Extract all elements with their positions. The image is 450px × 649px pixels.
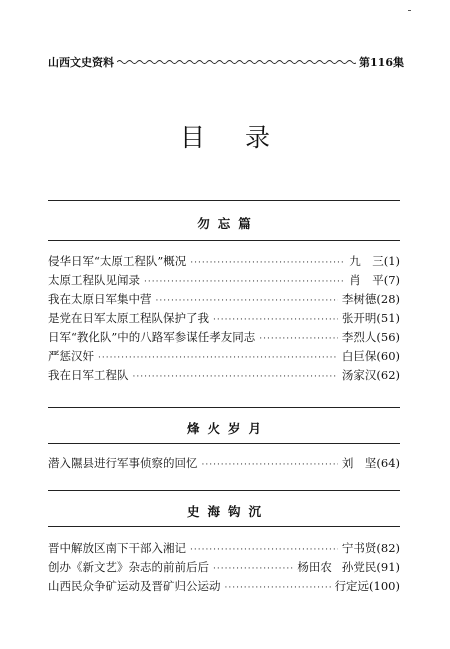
section-rule-top [48, 200, 400, 201]
dot-leader [190, 258, 345, 268]
section-title: 史海钩沉 [186, 504, 269, 519]
entry-coauthor: 杨田农 [297, 560, 332, 574]
entry-title: 潜入隰县进行军事侦察的回忆 [48, 456, 198, 470]
toc-entry[interactable] [48, 310, 400, 329]
toc-entry[interactable] [48, 253, 400, 272]
dot-leader [133, 372, 338, 382]
entry-author-page: 汤家汉(62) [341, 368, 400, 382]
section-rule-bottom [48, 443, 400, 444]
entry-title: 日军“教化队”中的八路军参谋任孝友同志 [48, 330, 256, 344]
toc-entry[interactable] [48, 559, 400, 578]
toc-entry[interactable] [48, 540, 400, 559]
entry-title: 是党在日军太原工程队保护了我 [48, 311, 209, 325]
section-rule-bottom [48, 240, 400, 241]
entry-title: 创办《新文艺》杂志的前前后后 [48, 560, 209, 574]
entry-author-page: 宁书贤(82) [341, 541, 400, 555]
entry-author-page: 刘 坚(64) [341, 456, 400, 470]
toc-entry[interactable] [48, 455, 400, 474]
entry-author-page: 行定远(100) [334, 579, 400, 593]
entry-title: 晋中解放区南下干部入湘记 [48, 541, 186, 555]
running-header [48, 54, 404, 70]
entry-list [48, 253, 400, 386]
dot-leader [225, 583, 331, 593]
entry-author-page: 孙党民(91) [341, 560, 400, 574]
entry-title: 我在日军工程队 [48, 368, 129, 382]
dot-leader [202, 460, 338, 470]
section-title: 勿忘篇 [197, 216, 259, 231]
entry-author-page: 李烈人(56) [341, 330, 400, 344]
header-series-title: 山西文史资料 [48, 56, 114, 69]
entry-list [48, 540, 400, 597]
section-rule-bottom [48, 526, 400, 527]
dot-leader [156, 296, 338, 306]
dot-leader [190, 545, 338, 555]
header-issue-number: 第116集 [359, 56, 404, 69]
dot-leader [98, 353, 338, 363]
toc-entry[interactable] [48, 348, 400, 367]
dot-leader [144, 277, 345, 287]
entry-author-page: 李树德(28) [341, 292, 400, 306]
entry-list [48, 455, 400, 474]
section-rule-top [48, 407, 400, 408]
toc-entry[interactable] [48, 291, 400, 310]
entry-author-page: 肖 平(7) [349, 273, 400, 287]
toc-entry[interactable] [48, 272, 400, 291]
entry-title: 严惩汉奸 [48, 349, 94, 363]
entry-author-page: 白巨保(60) [341, 349, 400, 363]
toc-title: 目录 [179, 123, 310, 152]
header-tilde-rule [117, 59, 356, 65]
section-title: 烽火岁月 [186, 421, 269, 436]
dot-leader [259, 334, 338, 344]
entry-author-page: 张开明(51) [341, 311, 400, 325]
entry-title: 我在太原日军集中营 [48, 292, 152, 306]
dot-leader [213, 315, 338, 325]
scan-mark [408, 10, 411, 11]
entry-author-page: 九 三(1) [349, 254, 400, 268]
toc-entry[interactable] [48, 367, 400, 386]
section-rule-top [48, 490, 400, 491]
entry-title: 太原工程队见闻录 [48, 273, 140, 287]
toc-entry[interactable] [48, 578, 400, 597]
entry-title: 山西民众争矿运动及晋矿归公运动 [48, 579, 221, 593]
entry-title: 侵华日军“太原工程队”概况 [48, 254, 187, 268]
dot-leader [213, 564, 293, 574]
toc-entry[interactable] [48, 329, 400, 348]
